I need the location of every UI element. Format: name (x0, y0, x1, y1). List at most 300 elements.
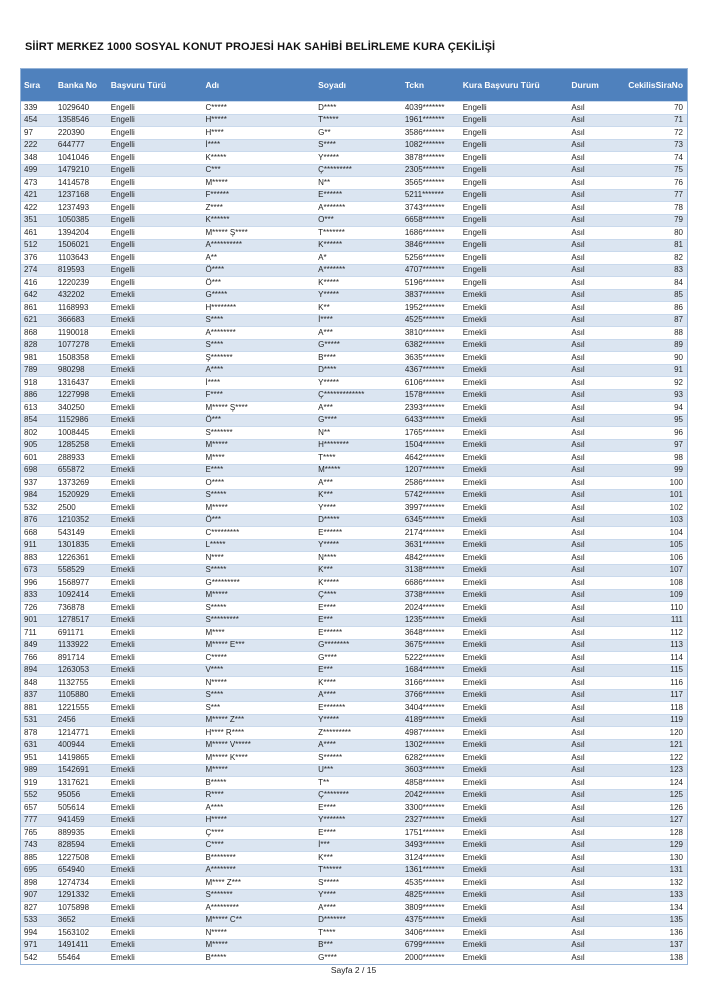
cell-banka_no: 891714 (57, 652, 85, 662)
cell-kura_basvuru_turu: Emekli (462, 940, 487, 950)
cell-basvuru_turu: Emekli (110, 865, 135, 875)
cell-basvuru_turu: Emekli (110, 802, 135, 812)
cell-kura_basvuru_turu: Engelli (462, 152, 487, 162)
cell-durum: Asıl (571, 727, 585, 737)
cell-durum: Asıl (571, 815, 585, 825)
cell-durum: Asıl (571, 665, 585, 675)
cell-soyadi: Y***** (318, 540, 340, 550)
cell-adi: A******** (205, 865, 236, 875)
cell-durum: Asıl (571, 602, 585, 612)
cell-tckn: 2000******* (404, 952, 445, 962)
cell-adi: M***** (205, 177, 228, 187)
cell-durum: Asıl (571, 677, 585, 687)
cell-tckn: 2393******* (404, 402, 445, 412)
cell-kura_basvuru_turu: Emekli (462, 477, 487, 487)
cell-tckn: 3878******* (404, 152, 445, 162)
cell-basvuru_turu: Emekli (110, 852, 135, 862)
cell-soyadi: T** (318, 777, 330, 787)
cell-banka_no: 1221555 (57, 702, 90, 712)
cell-banka_no: 1263053 (57, 665, 90, 675)
cell-adi: B***** (205, 777, 227, 787)
cell-tckn: 2174******* (404, 527, 445, 537)
cell-sira: 376 (24, 252, 38, 262)
cell-tckn: 5196******* (404, 277, 445, 287)
cell-sira: 849 (24, 640, 38, 650)
cell-sira: 473 (24, 177, 38, 187)
cell-soyadi: B**** (318, 352, 336, 362)
cell-tckn: 4375******* (404, 915, 445, 925)
cell-basvuru_turu: Emekli (110, 315, 135, 325)
cell-adi: M**** (205, 627, 225, 637)
cell-soyadi: T****** (318, 865, 342, 875)
cell-kura_basvuru_turu: Emekli (462, 877, 487, 887)
cell-kura_basvuru_turu: Emekli (462, 952, 487, 962)
cell-kura_basvuru_turu: Engelli (462, 252, 487, 262)
cell-basvuru_turu: Emekli (110, 540, 135, 550)
cell-adi: M***** (205, 590, 228, 600)
cell-durum: Asıl (571, 777, 585, 787)
cell-basvuru_turu: Emekli (110, 440, 135, 450)
table-row (21, 539, 687, 552)
cell-durum: Asıl (571, 715, 585, 725)
cell-durum: Asıl (571, 840, 585, 850)
table-row (21, 439, 687, 452)
cell-sira: 461 (24, 227, 38, 237)
cell-basvuru_turu: Emekli (110, 952, 135, 962)
cell-basvuru_turu: Engelli (110, 227, 135, 237)
cell-banka_no: 1394204 (57, 227, 90, 237)
cell-sira: 512 (24, 240, 38, 250)
cell-sira: 743 (24, 840, 38, 850)
cell-basvuru_turu: Emekli (110, 915, 135, 925)
cell-sira: 351 (24, 215, 38, 225)
cell-basvuru_turu: Engelli (110, 165, 135, 175)
cell-adi: M**** (205, 452, 225, 462)
cell-tckn: 6433******* (404, 415, 445, 425)
cell-tckn: 5256******* (404, 252, 445, 262)
cell-kura_basvuru_turu: Emekli (462, 915, 487, 925)
cell-basvuru_turu: Engelli (110, 190, 135, 200)
cell-soyadi: Y**** (318, 890, 336, 900)
cell-durum: Asıl (571, 902, 585, 912)
cell-soyadi: S**** (318, 140, 336, 150)
table-row (21, 201, 687, 214)
cell-basvuru_turu: Emekli (110, 577, 135, 587)
cell-soyadi: K***** (318, 277, 340, 287)
cell-sira: 848 (24, 677, 38, 687)
cell-kura_basvuru_turu: Engelli (462, 265, 487, 275)
cell-banka_no: 1317621 (57, 777, 90, 787)
cell-cekilis_sira_no: 94 (674, 402, 684, 412)
cell-tckn: 3124******* (404, 852, 445, 862)
table-row (21, 264, 687, 277)
cell-tckn: 2305******* (404, 165, 445, 175)
cell-cekilis_sira_no: 85 (674, 290, 684, 300)
table-row (21, 701, 687, 714)
cell-basvuru_turu: Emekli (110, 727, 135, 737)
cell-cekilis_sira_no: 83 (674, 265, 684, 275)
cell-sira: 883 (24, 552, 38, 562)
table-row (21, 714, 687, 727)
cell-banka_no: 1029640 (57, 102, 90, 112)
cell-kura_basvuru_turu: Emekli (462, 327, 487, 337)
table-row (21, 926, 687, 939)
cell-adi: C*** (205, 165, 221, 175)
cell-soyadi: T**** (318, 927, 336, 937)
cell-adi: M***** C** (205, 915, 242, 925)
cell-durum: Asıl (571, 852, 585, 862)
cell-basvuru_turu: Emekli (110, 640, 135, 650)
cell-kura_basvuru_turu: Emekli (462, 302, 487, 312)
cell-soyadi: Y***** (318, 715, 340, 725)
table-row (21, 189, 687, 202)
cell-basvuru_turu: Emekli (110, 427, 135, 437)
cell-kura_basvuru_turu: Emekli (462, 577, 487, 587)
cell-kura_basvuru_turu: Engelli (462, 190, 487, 200)
cell-kura_basvuru_turu: Emekli (462, 665, 487, 675)
cell-soyadi: A*** (318, 477, 333, 487)
cell-cekilis_sira_no: 89 (674, 340, 684, 350)
cell-kura_basvuru_turu: Emekli (462, 390, 487, 400)
cell-basvuru_turu: Emekli (110, 502, 135, 512)
table-row (21, 951, 687, 964)
cell-kura_basvuru_turu: Emekli (462, 502, 487, 512)
cell-durum: Asıl (571, 890, 585, 900)
cell-sira: 421 (24, 190, 38, 200)
cell-durum: Asıl (571, 165, 585, 175)
cell-adi: M***** (205, 940, 228, 950)
cell-kura_basvuru_turu: Engelli (462, 177, 487, 187)
table-row (21, 414, 687, 427)
table-row (21, 601, 687, 614)
cell-kura_basvuru_turu: Emekli (462, 565, 487, 575)
cell-tckn: 3404******* (404, 702, 445, 712)
cell-banka_no: 95056 (57, 790, 81, 800)
cell-basvuru_turu: Emekli (110, 790, 135, 800)
cell-banka_no: 220390 (57, 127, 85, 137)
cell-kura_basvuru_turu: Emekli (462, 490, 487, 500)
cell-durum: Asıl (571, 390, 585, 400)
cell-kura_basvuru_turu: Emekli (462, 765, 487, 775)
cell-banka_no: 1050385 (57, 215, 90, 225)
cell-basvuru_turu: Emekli (110, 452, 135, 462)
table-row (21, 889, 687, 902)
cell-soyadi: Ç**** (318, 590, 337, 600)
cell-sira: 971 (24, 940, 38, 950)
cell-sira: 894 (24, 665, 38, 675)
cell-kura_basvuru_turu: Emekli (462, 852, 487, 862)
cell-tckn: 3837******* (404, 290, 445, 300)
cell-adi: S**** (205, 315, 224, 325)
cell-banka_no: 736878 (57, 602, 85, 612)
cell-durum: Asıl (571, 315, 585, 325)
cell-kura_basvuru_turu: Emekli (462, 840, 487, 850)
cell-basvuru_turu: Engelli (110, 252, 135, 262)
cell-soyadi: E**** (318, 602, 336, 612)
cell-soyadi: G**** (318, 415, 337, 425)
cell-tckn: 4525******* (404, 315, 445, 325)
cell-durum: Asıl (571, 352, 585, 362)
cell-tckn: 1361******* (404, 865, 445, 875)
cell-cekilis_sira_no: 117 (670, 690, 684, 700)
table-row (21, 164, 687, 177)
cell-tckn: 3166******* (404, 677, 445, 687)
cell-adi: F****** (205, 190, 230, 200)
page-title: SİİRT MERKEZ 1000 SOSYAL KONUT PROJESİ HAK SAHİBİ BELİRLEME KURA ÇEKİLİŞİ (25, 41, 496, 53)
cell-kura_basvuru_turu: Emekli (462, 815, 487, 825)
cell-banka_no: 3652 (57, 915, 76, 925)
cell-banka_no: 366683 (57, 315, 85, 325)
cell-sira: 532 (24, 502, 38, 512)
cell-kura_basvuru_turu: Engelli (462, 165, 487, 175)
cell-tckn: 6106******* (404, 377, 445, 387)
cell-kura_basvuru_turu: Emekli (462, 890, 487, 900)
column-header-tckn: Tckn (404, 79, 425, 90)
cell-adi: Ç**** (205, 827, 224, 837)
cell-banka_no: 1491411 (57, 940, 89, 950)
cell-durum: Asıl (571, 865, 585, 875)
cell-cekilis_sira_no: 133 (669, 890, 684, 900)
cell-basvuru_turu: Emekli (110, 890, 135, 900)
cell-basvuru_turu: Engelli (110, 177, 135, 187)
cell-cekilis_sira_no: 106 (669, 552, 684, 562)
cell-soyadi: K*** (318, 490, 333, 500)
table-row (21, 589, 687, 602)
cell-soyadi: K**** (318, 677, 336, 687)
cell-tckn: 3809******* (404, 902, 445, 912)
cell-adi: G********* (205, 577, 240, 587)
cell-adi: İ**** (205, 140, 221, 150)
cell-kura_basvuru_turu: Engelli (462, 102, 487, 112)
table-row (21, 639, 687, 652)
cell-tckn: 6686******* (404, 577, 445, 587)
cell-adi: S**** (205, 340, 224, 350)
cell-durum: Asıl (571, 765, 585, 775)
cell-sira: 766 (24, 652, 38, 662)
cell-cekilis_sira_no: 114 (670, 652, 684, 662)
cell-kura_basvuru_turu: Emekli (462, 740, 487, 750)
cell-banka_no: 432202 (57, 290, 85, 300)
cell-banka_no: 1152986 (57, 415, 89, 425)
cell-durum: Asıl (571, 277, 585, 287)
cell-soyadi: S****** (318, 752, 343, 762)
cell-durum: Asıl (571, 465, 585, 475)
cell-durum: Asıl (571, 127, 585, 137)
cell-basvuru_turu: Emekli (110, 565, 135, 575)
cell-soyadi: E*** (318, 665, 333, 675)
cell-sira: 274 (24, 265, 38, 275)
cell-durum: Asıl (571, 140, 585, 150)
cell-tckn: 3300******* (404, 802, 445, 812)
cell-banka_no: 505614 (57, 802, 85, 812)
cell-cekilis_sira_no: 111 (670, 615, 684, 625)
cell-sira: 422 (24, 202, 38, 212)
cell-basvuru_turu: Engelli (110, 215, 135, 225)
cell-kura_basvuru_turu: Emekli (462, 652, 487, 662)
cell-soyadi: Y***** (318, 290, 340, 300)
cell-durum: Asıl (571, 440, 585, 450)
cell-adi: H***** (205, 815, 227, 825)
table-row (21, 314, 687, 327)
cell-sira: 711 (24, 627, 37, 637)
cell-cekilis_sira_no: 102 (669, 502, 684, 512)
cell-sira: 531 (24, 715, 38, 725)
cell-cekilis_sira_no: 77 (674, 190, 684, 200)
cell-kura_basvuru_turu: Emekli (462, 415, 487, 425)
table-row (21, 489, 687, 502)
cell-soyadi: S***** (318, 877, 340, 887)
cell-banka_no: 1133922 (57, 640, 89, 650)
table-row (21, 464, 687, 477)
cell-cekilis_sira_no: 88 (674, 327, 684, 337)
cell-durum: Asıl (571, 915, 585, 925)
cell-adi: Ö*** (205, 415, 222, 425)
cell-soyadi: N** (318, 427, 331, 437)
cell-banka_no: 1285258 (57, 440, 90, 450)
cell-sira: 802 (24, 427, 38, 437)
cell-tckn: 1207******* (404, 465, 445, 475)
cell-tckn: 1302******* (404, 740, 445, 750)
cell-soyadi: İ**** (318, 315, 333, 325)
cell-durum: Asıl (571, 227, 585, 237)
cell-tckn: 3603******* (404, 765, 445, 775)
cell-adi: N***** (205, 927, 227, 937)
cell-banka_no: 2456 (57, 715, 76, 725)
table-row (21, 251, 687, 264)
cell-sira: 911 (24, 540, 37, 550)
cell-basvuru_turu: Emekli (110, 827, 135, 837)
page-number: Sayfa 2 / 15 (330, 965, 377, 975)
cell-basvuru_turu: Emekli (110, 402, 135, 412)
cell-kura_basvuru_turu: Emekli (462, 802, 487, 812)
cell-sira: 854 (24, 415, 38, 425)
cell-cekilis_sira_no: 122 (669, 752, 684, 762)
cell-basvuru_turu: Emekli (110, 715, 135, 725)
cell-durum: Asıl (571, 515, 585, 525)
cell-soyadi: Y***** (318, 377, 340, 387)
cell-soyadi: Z********* (318, 727, 352, 737)
cell-cekilis_sira_no: 104 (669, 527, 684, 537)
cell-kura_basvuru_turu: Emekli (462, 790, 487, 800)
cell-basvuru_turu: Emekli (110, 765, 135, 775)
cell-soyadi: D***** (318, 515, 340, 525)
cell-soyadi: Y***** (318, 152, 340, 162)
cell-kura_basvuru_turu: Emekli (462, 715, 487, 725)
cell-tckn: 3846******* (404, 240, 445, 250)
cell-kura_basvuru_turu: Emekli (462, 365, 487, 375)
cell-tckn: 4707******* (404, 265, 445, 275)
cell-kura_basvuru_turu: Emekli (462, 865, 487, 875)
cell-tckn: 3648******* (404, 627, 445, 637)
cell-tckn: 3738******* (404, 590, 445, 600)
cell-sira: 994 (24, 927, 38, 937)
cell-kura_basvuru_turu: Emekli (462, 615, 487, 625)
cell-sira: 765 (24, 827, 38, 837)
cell-basvuru_turu: Emekli (110, 702, 135, 712)
cell-durum: Asıl (571, 265, 585, 275)
cell-kura_basvuru_turu: Emekli (462, 690, 487, 700)
cell-durum: Asıl (571, 802, 585, 812)
cell-adi: S*** (205, 702, 221, 712)
cell-basvuru_turu: Emekli (110, 377, 135, 387)
cell-adi: S***** (205, 565, 227, 575)
cell-kura_basvuru_turu: Emekli (462, 677, 487, 687)
cell-basvuru_turu: Engelli (110, 127, 135, 137)
cell-soyadi: H******** (318, 440, 349, 450)
column-header-adi: Adı (205, 79, 220, 90)
cell-sira: 613 (24, 402, 38, 412)
table-row (21, 551, 687, 564)
cell-adi: K****** (205, 215, 230, 225)
cell-sira: 673 (24, 565, 38, 575)
cell-tckn: 1578******* (404, 390, 445, 400)
cell-soyadi: G******** (318, 640, 350, 650)
cell-adi: Ö*** (205, 515, 222, 525)
cell-sira: 97 (24, 127, 33, 137)
table-row (21, 676, 687, 689)
table-row (21, 876, 687, 889)
cell-basvuru_turu: Emekli (110, 515, 135, 525)
table-row (21, 689, 687, 702)
cell-banka_no: 1414578 (57, 177, 90, 187)
cell-basvuru_turu: Engelli (110, 277, 135, 287)
cell-adi: M***** K**** (205, 752, 248, 762)
cell-tckn: 3743******* (404, 202, 445, 212)
cell-tckn: 1751******* (404, 827, 445, 837)
cell-durum: Asıl (571, 490, 585, 500)
cell-banka_no: 1237168 (57, 190, 90, 200)
cell-banka_no: 1506021 (57, 240, 90, 250)
cell-basvuru_turu: Emekli (110, 940, 135, 950)
cell-sira: 533 (24, 915, 38, 925)
cell-soyadi: O*** (318, 215, 334, 225)
cell-durum: Asıl (571, 752, 585, 762)
cell-banka_no: 1278517 (57, 615, 90, 625)
cell-tckn: 4367******* (404, 365, 445, 375)
cell-cekilis_sira_no: 80 (674, 227, 684, 237)
cell-adi: C********* (205, 527, 240, 537)
cell-cekilis_sira_no: 98 (674, 452, 684, 462)
cell-sira: 777 (24, 815, 38, 825)
cell-sira: 861 (24, 302, 38, 312)
table-row (21, 339, 687, 352)
cell-adi: L***** (205, 540, 226, 550)
cell-banka_no: 558529 (57, 565, 85, 575)
cell-kura_basvuru_turu: Emekli (462, 752, 487, 762)
cell-cekilis_sira_no: 82 (674, 252, 684, 262)
cell-banka_no: 1092414 (57, 590, 90, 600)
cell-sira: 981 (24, 352, 38, 362)
cell-basvuru_turu: Emekli (110, 840, 135, 850)
cell-banka_no: 288933 (57, 452, 85, 462)
cell-banka_no: 1542691 (57, 765, 90, 775)
cell-soyadi: E****** (318, 627, 343, 637)
cell-durum: Asıl (571, 615, 585, 625)
cell-adi: H******** (205, 302, 237, 312)
cell-banka_no: 1291332 (57, 890, 90, 900)
cell-cekilis_sira_no: 72 (674, 127, 684, 137)
cell-adi: M***** (205, 502, 228, 512)
table-row (21, 914, 687, 927)
table-row (21, 626, 687, 639)
cell-durum: Asıl (571, 327, 585, 337)
cell-tckn: 3406******* (404, 927, 445, 937)
cell-adi: E**** (205, 465, 224, 475)
cell-cekilis_sira_no: 125 (669, 790, 684, 800)
cell-soyadi: T***** (318, 115, 339, 125)
cell-sira: 601 (24, 452, 38, 462)
cell-banka_no: 1077278 (57, 340, 90, 350)
